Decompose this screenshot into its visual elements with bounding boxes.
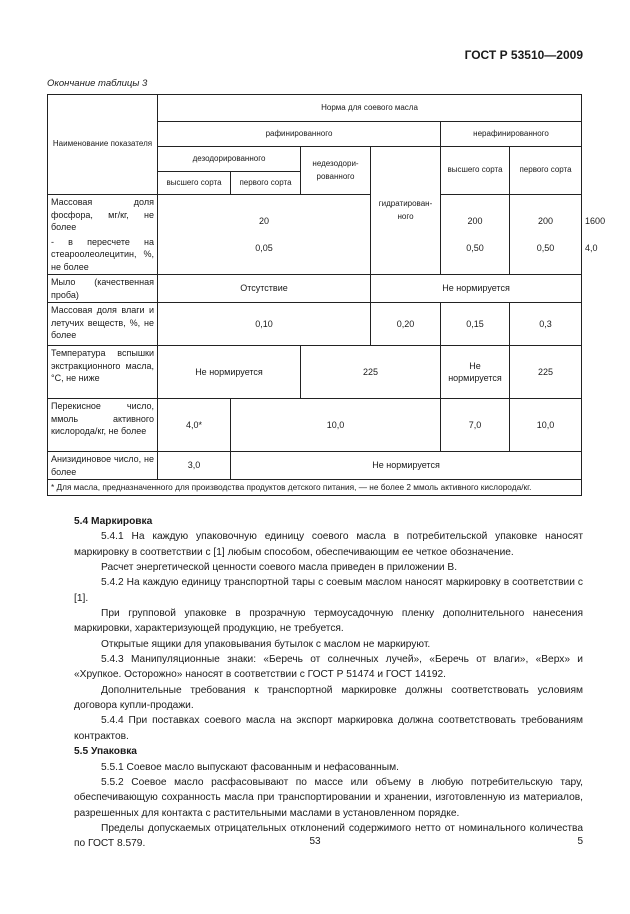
paragraph: При групповой упаковке в прозрачную термоусадочную пленку дополнительного нанесения маркировки, характеризующей продукцию, не требуется.: [74, 608, 583, 635]
paragraph: Дополнительные требования к транспортной маркировке должны соответствовать условиям договора купли-продажи.: [74, 684, 583, 712]
header-deodorized: дезодорированного: [158, 147, 301, 172]
header-top-grade: высшего сорта: [158, 172, 231, 195]
cell-peroxide-top-unrefined: 7,0: [441, 399, 510, 452]
value: 0,50: [466, 242, 484, 253]
cell-peroxide-mid: 10,0: [231, 399, 441, 452]
cell-phosphorus-top: [510, 195, 582, 275]
body-text: [74, 514, 583, 852]
cell-moisture-top: 0,15: [441, 303, 510, 346]
value: 20: [258, 216, 269, 226]
page-number-right: 5: [577, 836, 583, 847]
value: 0,50: [536, 242, 555, 253]
header-nondeodorized: недезодори-рованного: [301, 147, 371, 195]
table-footnote: * Для масла, предназначенного для производства продуктов детского питания, — не более 2 ммоль активного кислорода/кг.: [48, 480, 582, 496]
cell-flash-mid: 225: [301, 346, 441, 399]
paragraph-5-5-2: 5.5.2 Соевое масло расфасовывают по массе или объему в любую потребительскую тару, обеспечивающую сохранность масла при транспортировании и хранении, изготовленную из материалов, разрешенных для контакта с растительными маслами в установленном порядке.: [74, 776, 583, 819]
paragraph-5-5-1: 5.5.1 Соевое масло выпускают фасованным и нефасованным.: [101, 761, 399, 773]
paragraph-5-4-1: 5.4.1 На каждую упаковочную единицу соевого масла в потребительской упаковке наносят маркировку в соответствии с [1] любым способом, обеспечивающим ее четкое обозначение.: [74, 531, 583, 558]
document-standard-number: ГОСТ Р 53510—2009: [464, 48, 583, 62]
paragraph: Открытые ящики для упаковывания бутылок с маслом не маркируют.: [101, 638, 431, 650]
cell-soap-other: Не нормируется: [371, 275, 582, 303]
header-first-grade-unrefined: первого сорта: [510, 147, 582, 195]
cell-peroxide-top: 4,0*: [158, 399, 231, 452]
paragraph-5-4-3: 5.4.3 Манипуляционные знаки: «Беречь от солнечных лучей», «Беречь от влаги», «Верх» и «Хрупкое. Осторожно» наносят в соответствии с ГОСТ Р 51474 и ГОСТ 14192.: [74, 654, 583, 681]
section-5-4-heading: 5.4 Маркировка: [74, 516, 153, 527]
row-anisidine-name: Анизидиновое число, не более: [48, 452, 158, 480]
cell-phosphorus-refined: [158, 195, 371, 275]
row-phosphorus-sublabel: - в пересчете на стеароолеолецитин, %, не более: [51, 236, 154, 272]
table-caption: Окончание таблицы 3: [47, 78, 148, 89]
row-peroxide-name: Перекисное число, ммоль активного кислорода/кг, не более: [48, 399, 158, 452]
page-number: 53: [309, 836, 321, 847]
cell-flash-refined: Не нормируется: [158, 346, 301, 399]
row-soap-name: Мыло (качественная проба): [48, 275, 158, 303]
cell-flash-top: Не нормируется: [441, 346, 510, 399]
header-first-grade: первого сорта: [231, 172, 301, 195]
cell-moisture-first: 0,3: [510, 303, 582, 346]
cell-peroxide-first-unrefined: 10,0: [510, 399, 582, 452]
cell-phosphorus-hydrated: [441, 195, 510, 275]
cell-moisture-hydrated: 0,20: [371, 303, 441, 346]
header-norm: Норма для соевого масла: [158, 95, 582, 122]
row-flash-name: Температура вспышки экстракционного масла, °С, не ниже: [48, 346, 158, 399]
row-phosphorus-label: Массовая доля фосфора, мг/кг, не более: [51, 197, 154, 232]
section-5-5-heading: 5.5 Упаковка: [74, 746, 137, 758]
cell-soap-refined: Отсутствие: [158, 275, 371, 303]
header-top-grade-unrefined: высшего сорта: [441, 147, 510, 195]
value: 0,05: [255, 242, 273, 253]
value: 200: [538, 216, 554, 226]
header-unrefined: нерафинированного: [441, 122, 582, 147]
header-hydrated: гидратирован-ного: [371, 147, 441, 275]
paragraph: Расчет энергетической ценности соевого масла приведен в приложении В.: [101, 562, 458, 574]
row-phosphorus-name: [48, 195, 158, 275]
paragraph: Пределы допускаемых отрицательных отклонений содержимого нетто от номинального количества по ГОСТ 8.579.: [74, 822, 583, 850]
cell-flash-first: 225: [510, 346, 582, 399]
cell-moisture-refined: 0,10: [158, 303, 371, 346]
value: 200: [467, 216, 483, 226]
paragraph-5-4-4: 5.4.4 При поставках соевого масла на экспорт маркировка должна соответствовать требованиям контрактов.: [74, 715, 583, 742]
paragraph-5-4-2: 5.4.2 На каждую единицу транспортной тары с соевым маслом наносят маркировку в соответствии с [1].: [74, 577, 583, 604]
header-refined: рафинированного: [158, 122, 441, 147]
cell-anisidine-top: 3,0: [158, 452, 231, 480]
cell-anisidine-other: Не нормируется: [231, 452, 582, 480]
spec-table: Наименование показателя Норма для соевого масла рафинированного нерафинированного дезодорированного недезодори-рованного гидратирован-ного высшего сорта первого сорта высшего сорта первого сорта Массовая доля фосфора, мг/кг, не более - в пересчете на стеароолеолецитин, %, не более 20 0,05 200 0,50 200 0,50 1600 4,0 Мыло (качественная проба) Отсутствие Не нормируется Массовая доля влаги и летучих веществ, %, не более 0,10 0,20 0,15 0,3 Температура вспышки экстракционного масла, °С, не ниже Не нормируется 225 Не нормируется 225 Перекисное число, ммоль активного кислорода/кг, не более 4,0* 10,0 7,0 10,0 Анизидиновое число, не более 3,0 Не нормируется * Для масла, предназначенного для производства продуктов детского питания, — не более 2 ммоль активного кислорода/кг.: [47, 94, 582, 496]
header-indicator: Наименование показателя: [48, 95, 158, 195]
row-moisture-name: Массовая доля влаги и летучих веществ, %, не более: [48, 303, 158, 346]
